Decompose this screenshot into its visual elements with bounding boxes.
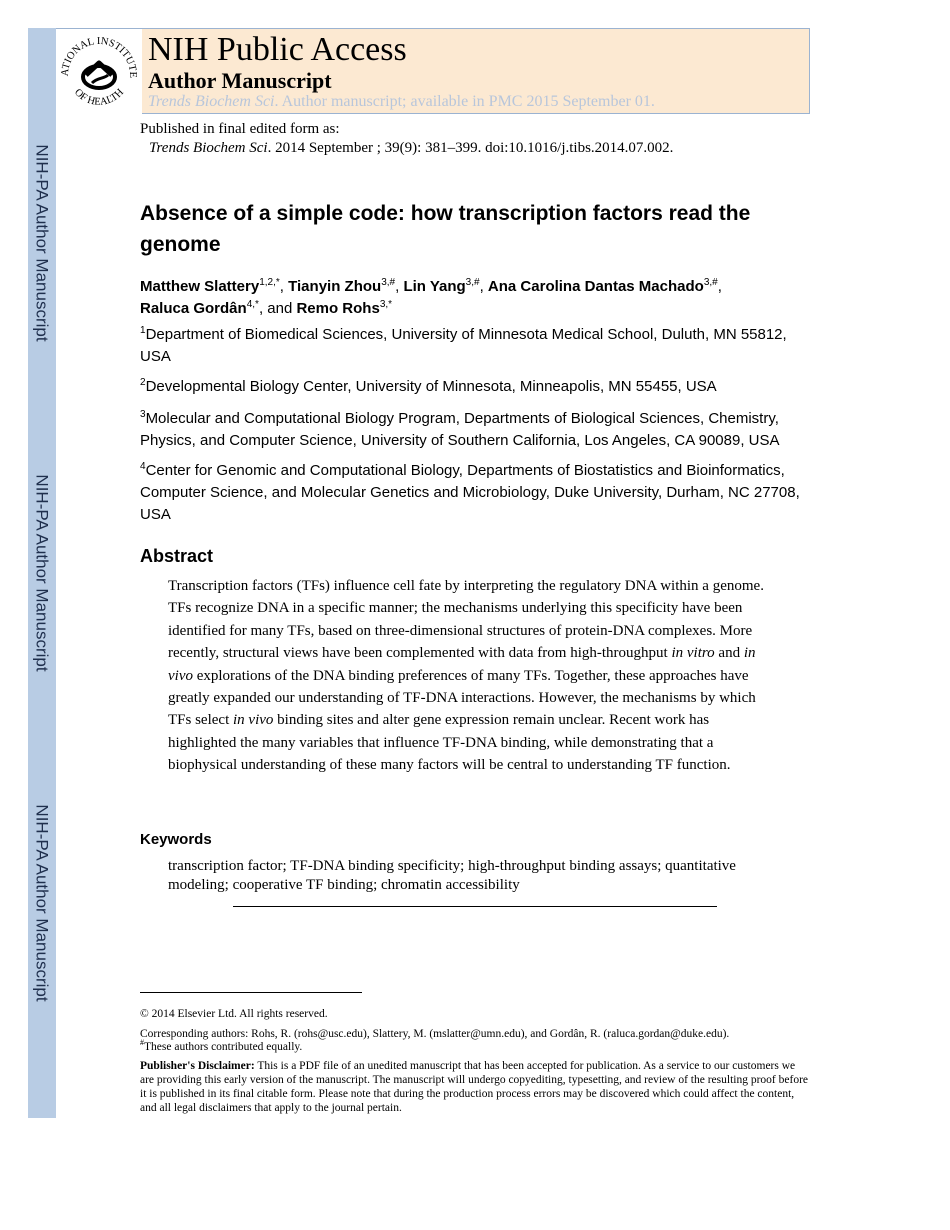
affiliation: $^4$Center for Genomic and Computational Biology, Departments of Biostatistics and Bioinformatics, Computer Science, and Molecular Genetics and Microbiology, Duke University, Durham, NC 27708, USA: [140, 461, 800, 523]
side-banner: [28, 28, 56, 1118]
article-title: Absence of a simple code: how transcription factors read the genome: [140, 202, 751, 256]
copyright-note: © 2014 Elsevier Ltd. All rights reserved.: [140, 1008, 328, 1020]
svg-text:OF HEALTH: OF HEALTH: [71, 87, 127, 108]
svg-text:NATIONAL INSTITUTES: ATIONAL INSTITUTE: [59, 35, 139, 79]
affiliation: $^3$Molecular and Computational Biology Program, Departments of Biological Sciences, Chemistry, Physics, and Computer Science, University of Southern California, Los Angeles, CA 90089, USA: [140, 409, 780, 449]
abstract-heading: Abstract: [140, 546, 214, 566]
side-label: NIH-PA Author Manuscript: [33, 804, 52, 1002]
affiliation: $^2$Developmental Biology Center, University of Minnesota, Minneapolis, MN 55455, USA: [140, 377, 717, 395]
abstract-body: Transcription factors (TFs) influence cell fate by interpreting the regulatory DNA within a genome. TFs recognize DNA in a specific manner; the mechanisms underlying this specificity have been identified for many TFs, based on three-dimensional structures of protein-DNA complexes. More recently, structural views have been complemented with data from high-throughput in vitro and in vivo explorations of the DNA binding preferences of many TFs. Together, these approaches have greatly expanded our understanding of TF-DNA interactions. However, the mechanisms by which TFs select in vivo binding sites and alter gene expression remain unclear. Recent work has highlighted the many variables that influence TF-DNA binding, while demonstrating that a biophysical understanding of these many factors will be central to understanding TF function.: [168, 578, 764, 774]
side-label: NIH-PA Author Manuscript: [33, 144, 52, 342]
author-list: Matthew Slattery$^{1,2,*}$, Tianyin Zhou$^{3,\#}$, Lin Yang$^{3,\#}$, Ana Carolina Dantas Machado$^{3,\#}$, Raluca Gordân$^{4,*}$, and Remo Rohs$^{3,*}$: [140, 277, 722, 317]
nih-header: [56, 28, 810, 114]
nih-logo: [56, 29, 142, 115]
publication-note: Published in final edited form as: Trends Biochem Sci. 2014 September ; 39(9): 381–399. doi:10.1016/j.tibs.2014.07.002.: [140, 121, 674, 156]
author-manuscript-label: Author Manuscript: [148, 68, 332, 93]
availability-note: Trends Biochem Sci. Author manuscript; available in PMC 2015 September 01.: [148, 93, 655, 110]
affiliation: $^1$Department of Biomedical Sciences, University of Minnesota Medical School, Duluth, MN 55812, USA: [140, 325, 787, 365]
nih-public-access-title: NIH Public Access: [148, 31, 407, 68]
divider: [233, 906, 717, 907]
publisher-disclaimer: Publisher's Disclaimer: This is a PDF file of an unedited manuscript that has been accepted for publication. As a service to our customers we are providing this early version of the manuscript. The manuscript will undergo copyediting, typesetting, and review of the resulting proof before it is published in its final citable form. Please note that during the production process errors may be discovered which could affect the content, and all legal disclaimers that apply to the journal pertain.: [140, 1060, 808, 1114]
keywords-heading: Keywords: [140, 831, 212, 848]
equal-contribution-note: #These authors contributed equally.: [140, 1038, 303, 1053]
keywords-list: transcription factor; TF-DNA binding specificity; high-throughput binding assays; quantitative modeling; cooperative TF binding; chromatin accessibility: [168, 858, 736, 893]
side-label: NIH-PA Author Manuscript: [33, 474, 52, 672]
corresponding-authors: Corresponding authors: Rohs, R. (rohs@usc.edu), Slattery, M. (mslatter@umn.edu), and Gordân, R. (raluca.gordan@duke.edu).: [140, 1028, 730, 1040]
footnote-divider: [140, 992, 362, 993]
